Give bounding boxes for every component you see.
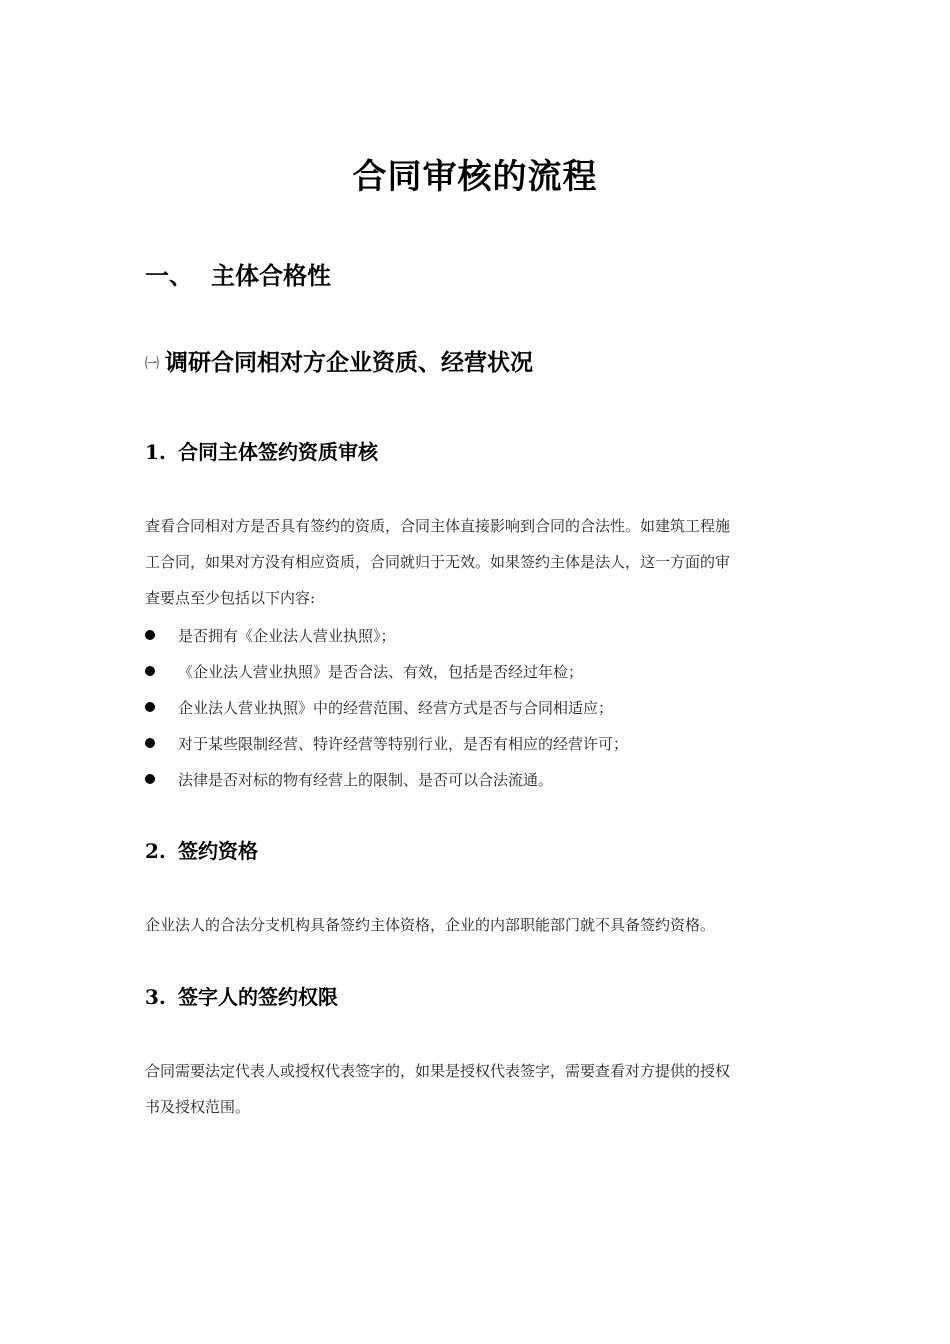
item-number: 1. [145,440,166,464]
item-heading-3 [145,982,338,1012]
list-item-text: 《企业法人营业执照》是否合法、有效，包括是否经过年检； [178,663,584,681]
item-heading-1 [145,437,378,467]
paragraph-signing-eligibility [145,907,810,943]
list-item [145,690,810,726]
item-title: 签约资格 [178,839,258,863]
page-title: 合同审核的流程 [352,157,598,197]
list-item [145,618,810,654]
paragraph-line: 企业法人的合法分支机构具备签约主体资格，企业的内部职能部门就不具备签约资格。 [145,916,716,934]
item-title: 合同主体签约资质审核 [178,440,378,464]
item-heading-2 [145,836,258,866]
section-number: 一、 [145,262,193,290]
section-heading-1 [145,258,331,294]
item-number: 2. [145,839,166,863]
list-item-text: 是否拥有《企业法人营业执照》； [178,627,396,645]
paragraph-line: 查要点至少包括以下内容: [145,589,316,607]
item-number: 3. [145,985,166,1009]
paragraph-line: 查看合同相对方是否具有签约的资质，合同主体直接影响到合同的合法性。如建筑工程施 [145,517,731,535]
subsection-title: 调研合同相对方企业资质、经营状况 [165,350,533,376]
bullet-icon [145,738,155,748]
paragraph-line: 合同需要法定代表人或授权代表签字的，如果是授权代表签字，需要查看对方提供的授权 [145,1062,731,1080]
list-item-text: 对于某些限制经营、特许经营等特别行业，是否有相应的经营许可； [178,735,629,753]
subsection-number: ㈠ [145,356,159,372]
item-title: 签字人的签约权限 [178,985,338,1009]
list-item-text: 法律是否对标的物有经营上的限制、是否可以合法流通。 [178,771,554,789]
paragraph-signatory-authority [145,1053,810,1125]
list-item [145,654,810,690]
paragraph-line: 工合同，如果对方没有相应资质，合同就归于无效。如果签约主体是法人，这一方面的审 [145,553,731,571]
list-item [145,726,810,762]
paragraph-line: 书及授权范围。 [145,1098,251,1116]
bullet-icon [145,702,155,712]
bullet-icon [145,774,155,784]
list-item-text: 企业法人营业执照》中的经营范围、经营方式是否与合同相适应； [178,699,614,717]
bullet-icon [145,630,155,640]
review-points-list [145,618,810,798]
paragraph-qualification [145,508,810,616]
section-title: 主体合格性 [211,262,331,290]
bullet-icon [145,666,155,676]
list-item [145,762,810,798]
subsection-heading-1 [145,345,533,382]
